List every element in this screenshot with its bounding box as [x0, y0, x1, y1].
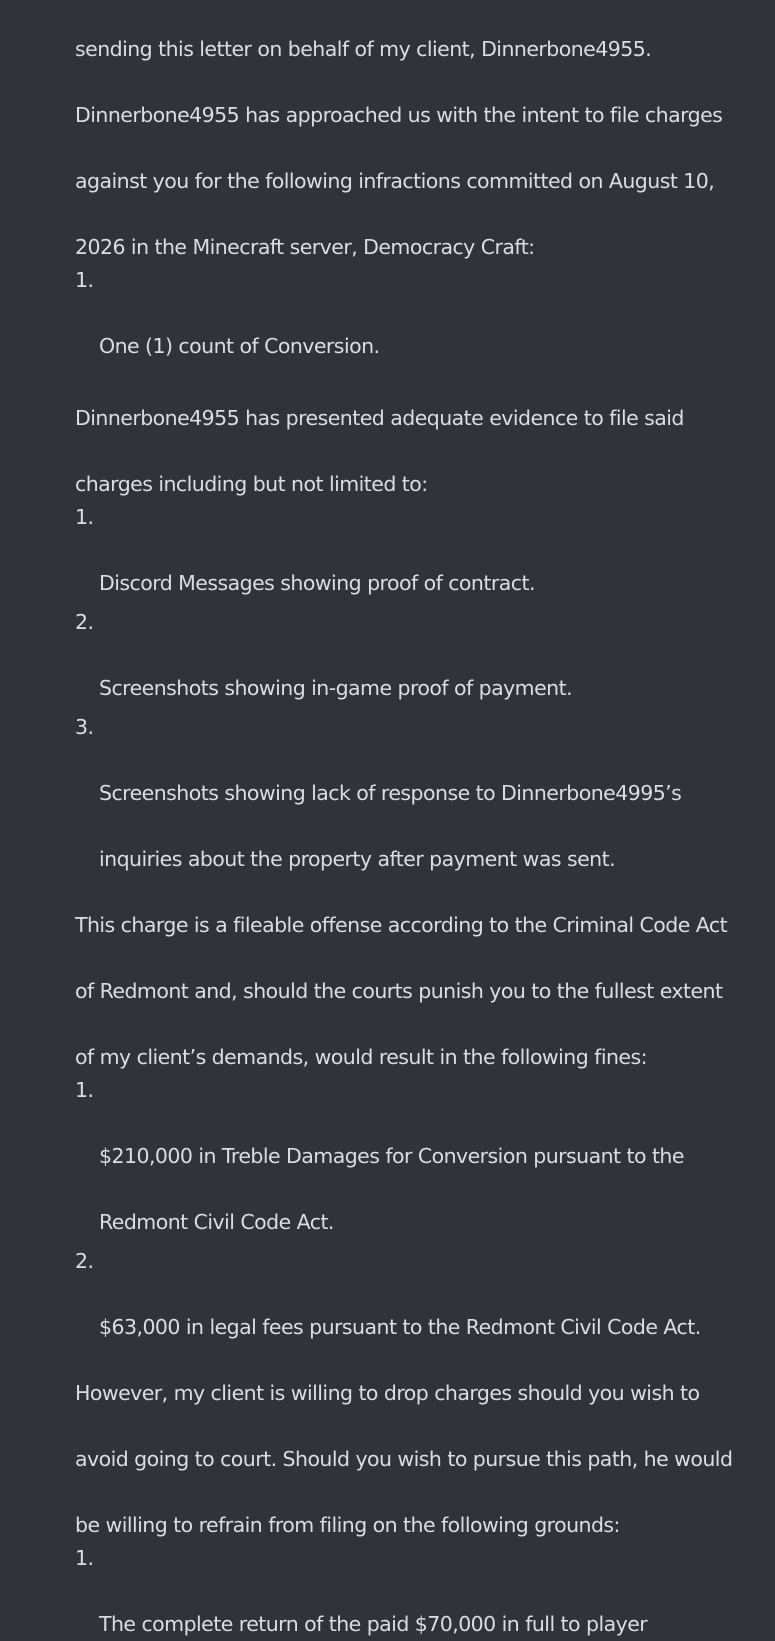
message-paragraph: [75, 369, 775, 501]
infractions-list: [75, 264, 775, 363]
list-item-number: 1.: [75, 1546, 94, 1570]
list-item-text: $210,000 in Treble Damages for Conversion pursuant to the: [99, 1144, 684, 1168]
list-item-number: 1.: [75, 505, 94, 529]
list-item: [75, 1542, 775, 1641]
list-item: [75, 711, 775, 876]
paragraph-line: against you for the following infractions committed on August 10,: [75, 169, 715, 193]
evidence-list: [75, 501, 775, 876]
paragraph-line: Dinnerbone4955 has presented adequate evidence to file said: [75, 406, 684, 430]
list-item-text: Screenshots showing in-game proof of payment.: [99, 676, 573, 700]
list-item-text: Screenshots showing lack of response to Dinnerbone4995’s: [99, 781, 682, 805]
paragraph-line: This charge is a fileable offense according to the Criminal Code Act: [75, 913, 728, 937]
paragraph-line: However, my client is willing to drop charges should you wish to: [75, 1381, 700, 1405]
list-item-text: One (1) count of Conversion.: [99, 334, 380, 358]
paragraph-line: 2026 in the Minecraft server, Democracy Craft:: [75, 235, 535, 259]
list-item: [75, 501, 775, 600]
list-item-text: The complete return of the paid $70,000 in full to player: [99, 1612, 648, 1636]
paragraph-line: charges including but not limited to:: [75, 472, 428, 496]
list-item-number: 2.: [75, 610, 94, 634]
list-item: [75, 606, 775, 705]
fines-list: [75, 1074, 775, 1344]
paragraph-line: of Redmont and, should the courts punish you to the fullest extent: [75, 979, 723, 1003]
conditions-list: [75, 1542, 775, 1641]
paragraph-line: avoid going to court. Should you wish to pursue this path, he would: [75, 1447, 733, 1471]
paragraph-line: be willing to refrain from filing on the following grounds:: [75, 1513, 620, 1537]
list-item-number: 2.: [75, 1249, 94, 1273]
list-item-number: 1.: [75, 268, 94, 292]
paragraph-line: sending this letter on behalf of my client, Dinnerbone4955.: [75, 37, 652, 61]
message-paragraph: [75, 1344, 775, 1542]
list-item-text: inquiries about the property after payment was sent.: [99, 847, 616, 871]
list-item-text: $63,000 in legal fees pursuant to the Redmont Civil Code Act.: [99, 1315, 701, 1339]
message-paragraph: [75, 0, 775, 264]
paragraph-line: of my client’s demands, would result in the following fines:: [75, 1045, 647, 1069]
message-content: [75, 0, 775, 1641]
message-paragraph: [75, 876, 775, 1074]
list-item-text: Redmont Civil Code Act.: [99, 1210, 334, 1234]
list-item: [75, 1074, 775, 1239]
paragraph-line: Dinnerbone4955 has approached us with the intent to file charges: [75, 103, 723, 127]
list-item-number: 3.: [75, 715, 94, 739]
list-item: [75, 1245, 775, 1344]
list-item-text: Discord Messages showing proof of contract.: [99, 571, 535, 595]
list-item: [75, 264, 775, 363]
list-item-number: 1.: [75, 1078, 94, 1102]
